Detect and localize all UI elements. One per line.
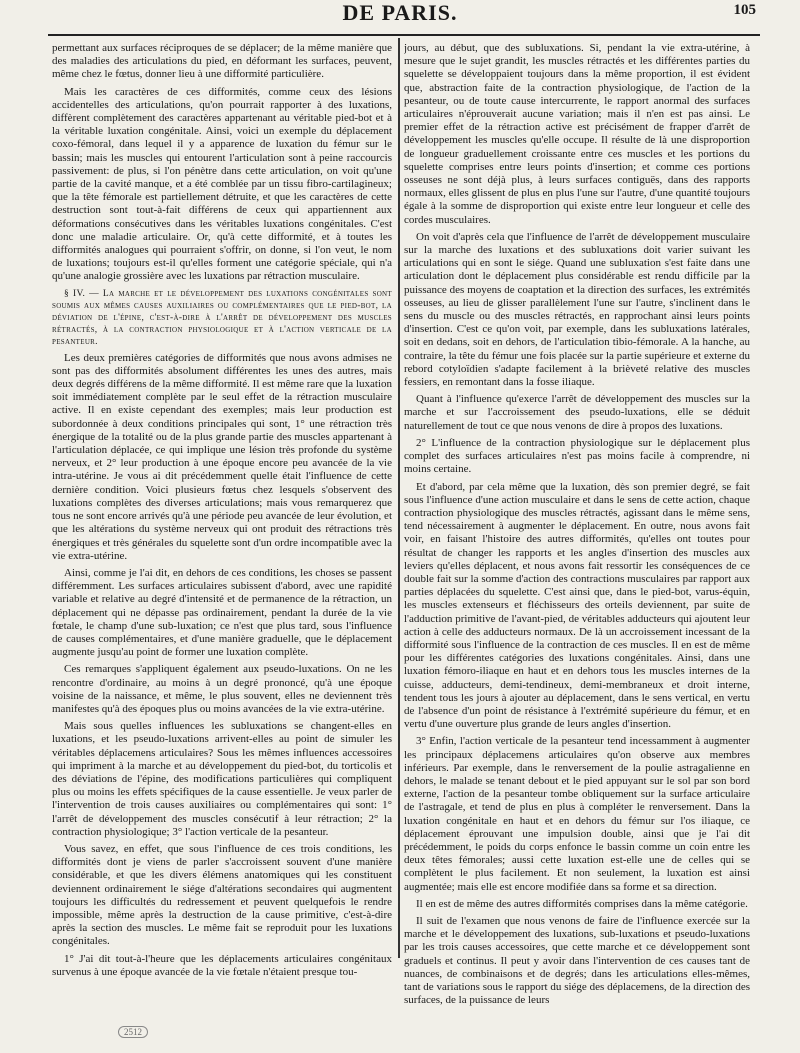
paragraph: Il en est de même des autres difformités comprises dans la même catégorie. — [416, 897, 748, 910]
paragraph: Ainsi, comme je l'ai dit, en dehors de ces conditions, les choses se passent différemment. Les surfaces articulaires subissent d'abord, avec une rapidité variable et relative au degré d'intensité et de permanence de la rétraction, un déplacement qui ne dépasse pas ordinairement, pendant la durée de la vie fœtale, le champ d'une sub-luxation; ce n'est que plus tard, sous l'influence de causes complémentaires, et d'une manière graduelle, que le déplacement augmente jusqu'au point de former une luxation complète. — [52, 566, 392, 659]
paragraph: On voit d'après cela que l'influence de l'arrêt de développement musculaire sur la marche des luxations et des subluxations doit varier suivant les articulations qui en sont le siége. Quand une subluxation s'est faite dans une articulation dont le déplacement plus considérable est rendu difficile par la puissance des moyens de coaptation et la direction des surfaces, les extrémités osseuses, au lieu de glisser parallèlement l'une sur l'autre, s'inclinent dans le sens du muscle ou des muscles rétractés, en rapprochant ainsi leurs points d'insertion. C'est ce qu'on voit, par exemple, dans les subluxations latérales, soit en dedans, soit en dehors, de l'articulation tibio-fémorale. A la hanche, au contraire, la tête du fémur une fois placée sur la partie supérieure et externe du rebord cotyloïdien s'adapte facilement à la brièveté relative des muscles fessiers, en remontant dans la fosse iliaque. — [404, 230, 750, 389]
paragraph: 3° Enfin, l'action verticale de la pesanteur tend incessamment à augmenter les principaux déplacemens articulaires qu'on observe aux membres inférieurs. Par exemple, dans le renversement de la poulie astragalienne en dehors, le malade se tenant debout et le pied appuyant sur le sol par son bord externe, l'action de la pesanteur tombe obliquement sur la surface articulaire de l'astragale, et tend de plus en plus à compléter le renversement. Dans la luxation congénitale en haut et en dehors du fémur sur l'os iliaque, ce déplacement éprouvant une impulsion double, ainsi que je l'ai dit précédemment, le poids du corps enfonce le bassin comme un coin entre les deux têtes fémorales; aussi cette luxation est-elle une de celles qui se complètent le plus facilement. Et non seulement, la luxation est ainsi augmentée; mais elle est encore modifiée dans sa forme et sa direction. — [404, 735, 750, 893]
paragraph: Quant à l'influence qu'exerce l'arrêt de développement des muscles sur la marche et sur l'accroissement des pseudo-luxations, elle se déduit naturellement de tout ce que nous venons de dire à propos des luxations. — [404, 393, 750, 432]
paragraph: Et d'abord, par cela même que la luxation, dès son premier degré, se fait sous l'influence d'une action musculaire et dans le sens de cette action, chaque contraction physiologique des muscles rétractés, agissant dans le même sens, tend nécessairement à augmenter le déplacement. En outre, nous avons fait voir, en faisant l'histoire des autres difformités, qu'elles ont toutes pour résultat de changer les rapports et les angles d'insertion des muscles aux leviers qu'elles déplacent, et nous avons fait ressortir les conséquences de ce double fait sur la somme d'action des contractions musculaires par rapport aux parties déplacées du squelette. C'est ainsi que, dans le pied-bot, varus-équin, les muscles extenseurs et fléchisseurs des orteils deviennent, par suite de l'adduction primitive de l'avant-pied, de véritables adducteurs qui ajoutent leur action à celle des adducteurs normaux. De là un accroissement incessant de la difformité sous l'influence de la contraction de ces muscles. Il en est de même pour les différentes catégories des luxations congénitales. Ainsi, dans une luxation fémoro-iliaque en haut et en dehors tous les muscles internes de la cuisse, adducteurs, demi-tendineux, demi-membraneux et droit interne, tendent tous les jours à ajouter au déplacement, dans le sens vertical, en vertu de l'absence d'un point de résistance à l'extrémité supérieure du fémur, et en vertu d'une ouverture plus grande de leurs angles d'insertion. — [404, 480, 750, 731]
left-column — [52, 42, 392, 1042]
paragraph: jours, au début, que des subluxations. Si, pendant la vie extra-utérine, à mesure que le sujet grandit, les muscles rétractés et les différentes parties du squelette se développaient toujours dans la même proportion, il est évident que, abstraction faite de la contraction physiologique, de l'action de la pesanteur, ou de toute cause intercurrente, le rapport anormal des surfaces articulaires n'éprouverait aucune variation; mais il n'en est pas ainsi. Le premier effet de la rétraction active est précisément de frapper d'arrêt de développement les muscles qu'elle occupe. Il résulte de là une disproportion de longueur graduellement croissante entre ces muscles et les portions du squelette comprises entre leurs points d'insertion; et comme ces portions osseuses ne sont déjà plus, à leurs surfaces contiguës, dans des rapports normaux, elles glissent de plus en plus l'une sur l'autre, d'une quantité toujours égale à la somme de disproportion qui existe entre leur longueur et celle des cordes musculaires. — [404, 42, 750, 226]
masthead-title: DE PARIS. — [342, 0, 458, 25]
paragraph: Mais les caractères de ces difformités, comme ceux des lésions accidentelles des articulations, qu'on pourrait rapporter à des luxations, diffèrent complètement des caractères appartenant au véritable pied-bot et à la véritable luxation congénitale. Ainsi, voici un exemple du déplacement coxo-fémoral, dans lequel il y a apparence de luxation du fémur sur le bassin; mais les muscles qui entourent l'articulation sont à peine raccourcis passivement: de plus, si l'on pénètre dans cette articulation, on voit qu'une partie de la cavité manque, et a été comblée par un tissu fibro-cartilagineux; que la tête fémorale est partiellement détruite, et que les caractères de cette destruction sont tout-à-fait différens de ceux qui appartiennent aux déformations consécutives dans les véritables luxations congénitales. C'est donc une maladie articulaire. Or, qu'à cette difformité, et à toutes les difformités analogues qui pourraient s'offrir, on donne, si l'on veut, le nom de luxations; toujours est-il qu'elles forment une catégorie spéciale, qui n'a qu'une analogie grossière avec les luxations par rétraction musculaire. — [52, 85, 392, 283]
paragraph: 2° L'influence de la contraction physiologique sur le déplacement plus complet des surfaces articulaires n'est pas moins facile à comprendre, ni moins certaine. — [404, 436, 750, 476]
paragraph: Les deux premières catégories de difformités que nous avons admises ne sont pas des difformités absolument différentes les unes des autres, mais deux degrés différens de la même difformité. Il est même rare que la luxation soit immédiatement complète par le seul effet de la rétraction musculaire active. Il en existe cependant des exemples; mais leur production est subordonnée à deux conditions principales qui sont, 1° une rétraction très énergique de la totalité ou de la plus grande partie des muscles appartenant à l'articulation déplacée, ce qui implique une lésion très profonde du système nerveux, et 2° leur production à une époque encore peu avancée de la vie intra-utérine. Je vous ai dit précédemment quelle était l'influence de cette dernière condition. Voici plusieurs fœtus chez lesquels s'observent des luxations complètes des diverses articulations; mais vous remarquerez que tous ne sont encore arrivés qu'à une période peu avancée de leur évolution, et que les altérations du système nerveux qui ont produit des rétractions très énergiques et très générales du squelette sont d'un ordre incompatible avec la vie extra-utérine. — [52, 351, 392, 562]
library-stamp: 2512 — [118, 1026, 148, 1038]
header-rule — [48, 34, 760, 36]
column-divider — [398, 38, 400, 958]
right-column — [404, 42, 750, 1042]
section-heading: § IV. — La marche et le développement des luxations congénitales sont soumis aux mêmes causes auxiliaires ou complémentaires que le pied-bot, la déviation de l'épine, c'est-à-dire à l'arrêt de développement des muscles rétractés, à la contraction physiologique et à l'action verticale de la pesanteur. — [52, 288, 392, 347]
paragraph: Mais sous quelles influences les subluxations se changent-elles en luxations, et les pseudo-luxations arrivent-elles au point de simuler les véritables déplacemens articulaires? Sous les mêmes influences accessoires qui impriment à la marche et au développement du pied-bot, du torticolis et des déviations de l'épine, des modifications particulières qui compliquent plus ou moins les effets spécifiques de la cause essentielle. Je veux parler de l'intervention de trois causes auxiliaires ou complémentaires qui sont: 1° l'arrêt de développement des muscles consécutif à leur rétraction; 2° la contraction physiologique; 3° l'action verticale de la pesanteur. — [52, 720, 392, 838]
page-header — [0, 0, 800, 40]
paragraph: permettant aux surfaces réciproques de se déplacer; de la même manière que des maladies des articulations du pied, en déformant les surfaces, peuvent, même chez le fœtus, donner lieu à une difformité particulière. — [52, 42, 392, 81]
paragraph: Il suit de l'examen que nous venons de faire de l'influence exercée sur la marche et le développement des luxations, sub-luxations et pseudo-luxations par les trois causes accessoires, que cette marche et ce développement sont graduels et continus. Il peut y avoir dans l'intervention de ces causes tant de nuances, de combinaisons et de degrés; dans les articulations elles-mêmes, tant de variations sous le rapport du siége des déplacemens, de la direction des surfaces, de la puissance de leurs — [404, 915, 750, 1007]
paragraph: 1° J'ai dit tout-à-l'heure que les déplacements articulaires congénitaux survenus à une époque avancée de la vie fœtale n'étaient presque tou- — [52, 952, 392, 978]
paragraph: Vous savez, en effet, que sous l'influence de ces trois conditions, les difformités dont je viens de parler s'accroissent souvent d'une manière considérable, et que les divers élémens anatomiques qui les constituent deviennent ordinairement le siége d'altérations secondaires qui augmentent toujours les difficultés du redressement et peuvent quelquefois le rendre impossible, même après la destruction de la cause primitive, c'est-à-dire après la section des muscles. Le même fait se reproduit pour les luxations congénitales. — [52, 842, 392, 948]
page-number: 105 — [733, 2, 756, 18]
paragraph: Ces remarques s'appliquent également aux pseudo-luxations. On ne les rencontre d'ordinaire, au moins à un degré prononcé, qu'à une époque voisine de la naissance, et même, le plus souvent, elles ne deviennent très manifestes qu'à des époques plus ou moins avancées de la vie extra-utérine. — [52, 663, 392, 715]
